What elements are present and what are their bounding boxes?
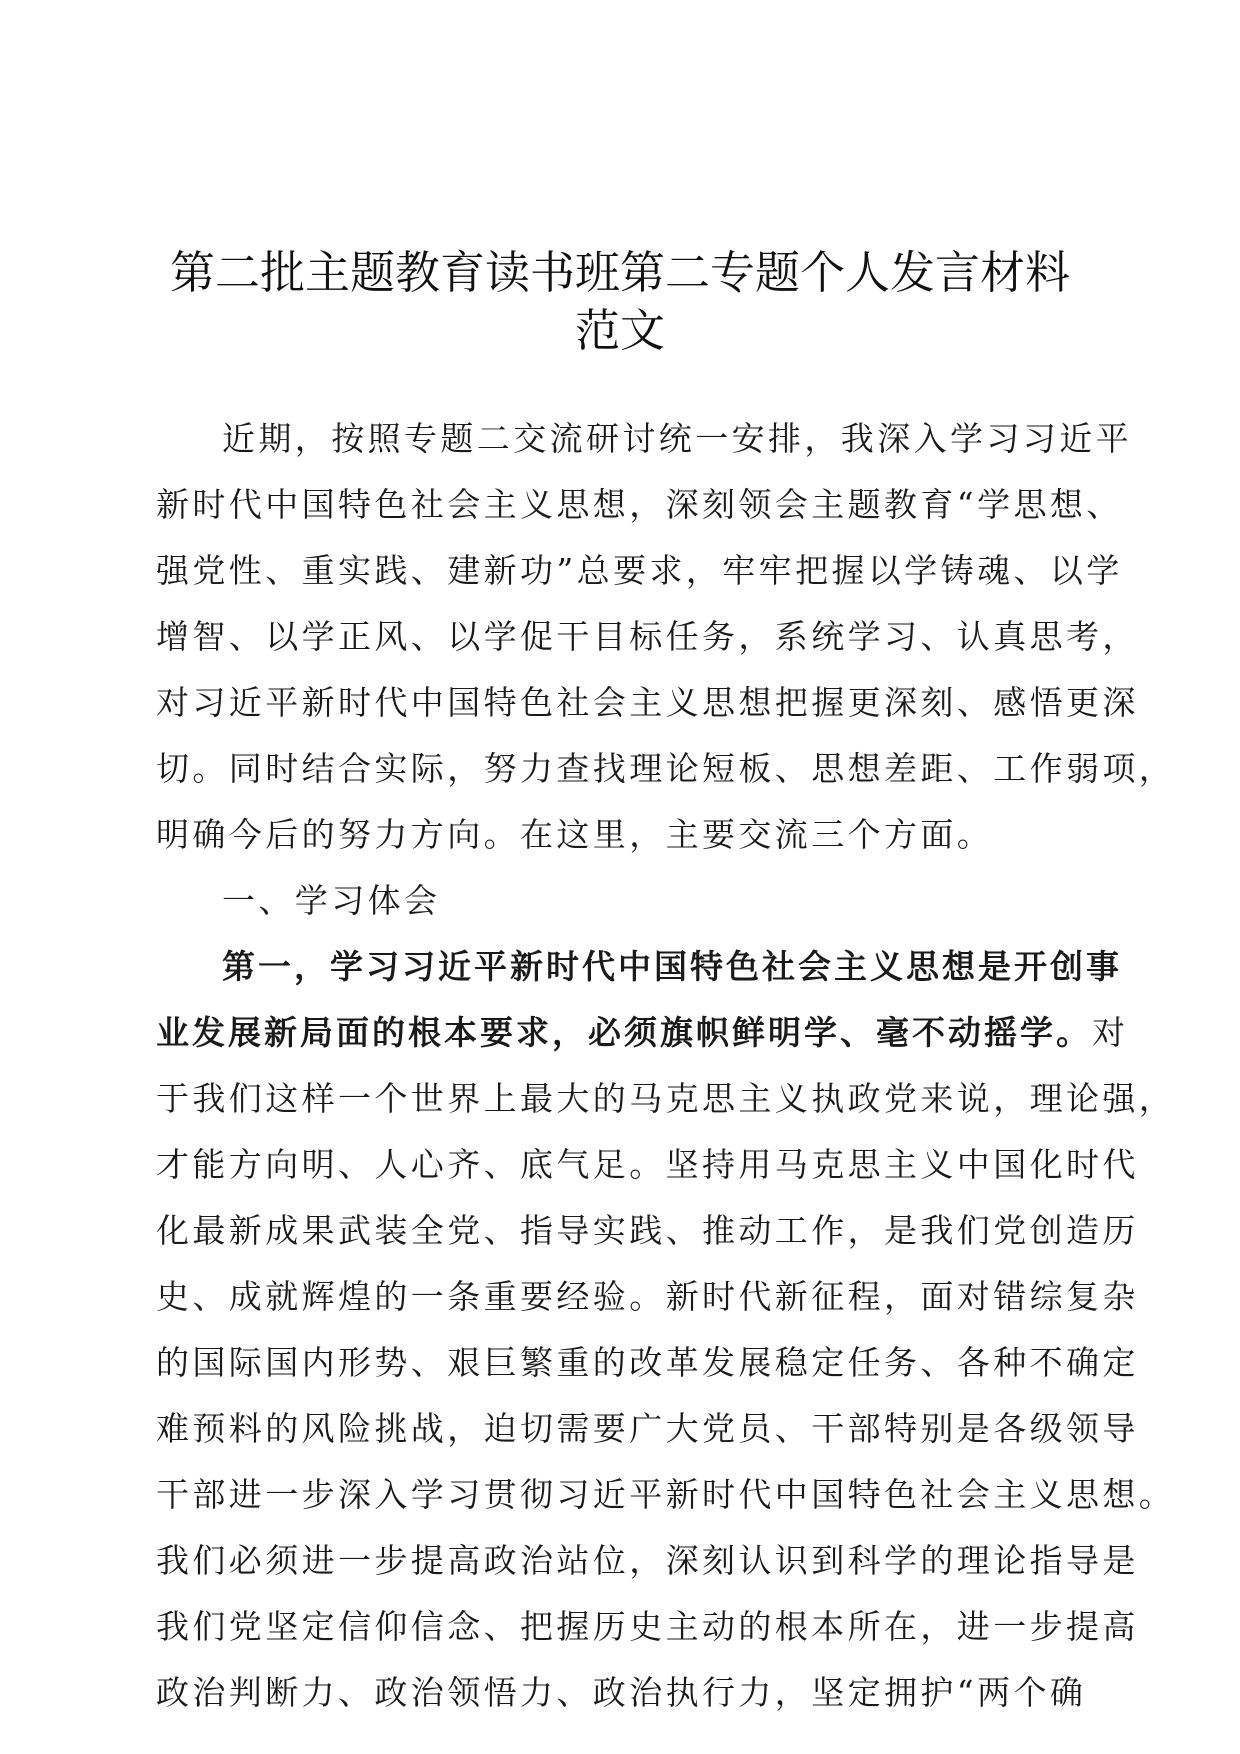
intro-line: 近期，按照专题二交流研讨统一安排，我深入学习习近平 bbox=[222, 419, 1132, 458]
intro-line: 明确今后的努力方向。在这里，主要交流三个方面。 bbox=[156, 815, 994, 854]
intro-line: 切。同时结合实际，努力查找理论短板、思想差距、工作弱项， bbox=[156, 749, 1176, 788]
point1-line: 我们党坚定信仰信念、把握历史主动的根本所在，进一步提高 bbox=[156, 1607, 1139, 1646]
intro-line: 强党性、重实践、建新功”总要求，牢牢把握以学铸魂、以学 bbox=[156, 551, 1123, 590]
intro-line: 新时代中国特色社会主义思想，深刻领会主题教育“学思想、 bbox=[156, 485, 1123, 524]
point1-line: 才能方向明、人心齐、底气足。坚持用马克思主义中国化时代 bbox=[156, 1145, 1139, 1184]
point1-bold-line: 业发展新局面的根本要求，必须旗帜鲜明学、毫不动摇学。 bbox=[156, 1013, 1092, 1052]
point1-line: 于我们这样一个世界上最大的马克思主义执政党来说，理论强， bbox=[156, 1079, 1176, 1118]
point1-line: 政治判断力、政治领悟力、政治执行力，坚定拥护“两个确 bbox=[156, 1673, 1087, 1712]
point1-line: 难预料的风险挑战，迫切需要广大党员、干部特别是各级领导 bbox=[156, 1409, 1139, 1448]
point1-line: 化最新成果武装全党、指导实践、推动工作，是我们党创造历 bbox=[156, 1211, 1139, 1250]
point1-bold-line: 第一，学习习近平新时代中国特色社会主义思想是开创事 bbox=[222, 947, 1122, 986]
intro-line: 对习近平新时代中国特色社会主义思想把握更深刻、感悟更深 bbox=[156, 683, 1139, 722]
section-heading: 一、学习体会 bbox=[222, 881, 441, 920]
document-title-line-2: 范文 bbox=[574, 304, 665, 357]
point1-text-start: 对 bbox=[1092, 1013, 1129, 1052]
point1-line: 我们必须进一步提高政治站位，深刻认识到科学的理论指导是 bbox=[156, 1541, 1139, 1580]
intro-line: 增智、以学正风、以学促干目标任务，系统学习、认真思考， bbox=[156, 617, 1139, 656]
point1-line: 史、成就辉煌的一条重要经验。新时代新征程，面对错综复杂 bbox=[156, 1277, 1139, 1316]
point1-mixed-line bbox=[156, 1000, 1129, 1066]
document-title-line-1: 第二批主题教育读书班第二专题个人发言材料 bbox=[169, 246, 1070, 299]
point1-line: 的国际国内形势、艰巨繁重的改革发展稳定任务、各种不确定 bbox=[156, 1343, 1139, 1382]
point1-line: 干部进一步深入学习贯彻习近平新时代中国特色社会主义思想。 bbox=[156, 1475, 1176, 1514]
